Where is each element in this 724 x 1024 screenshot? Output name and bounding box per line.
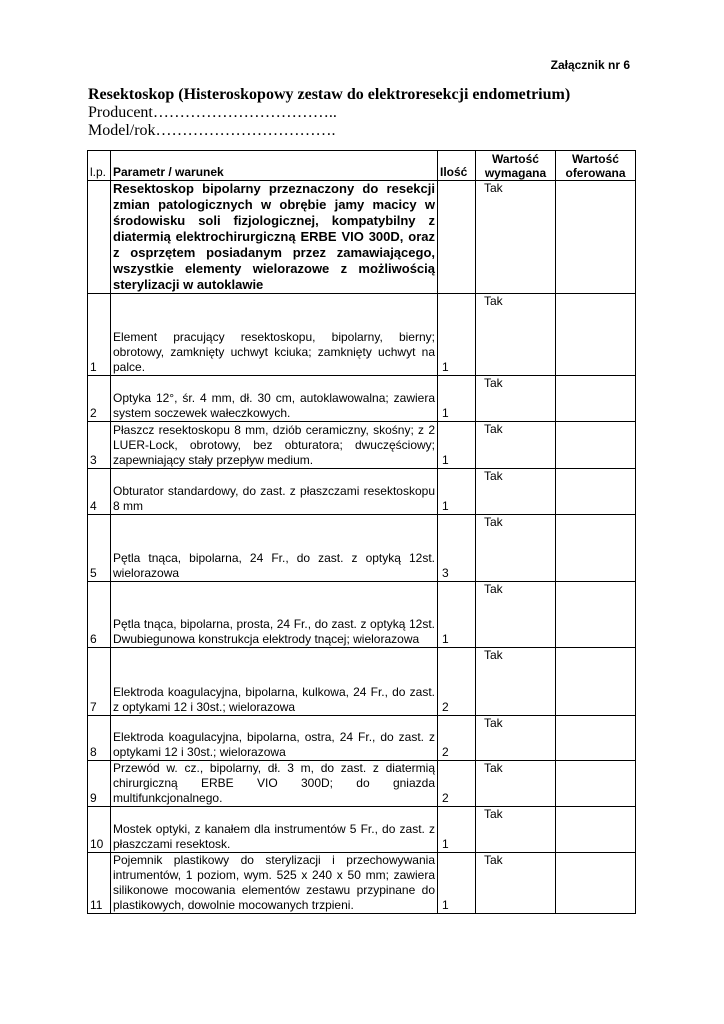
row-offered-value	[556, 648, 636, 716]
row-quantity: 3	[438, 515, 476, 582]
row-parameter: Przewód w. cz., bipolarny, dł. 3 m, do zast. z diatermią chirurgiczną ERBE VIO 300D; do gniazda multifunkcjonalnego.	[111, 761, 438, 807]
row-parameter: Element pracujący resektoskopu, bipolarny, bierny; obrotowy, zamknięty uchwyt kciuka; zamknięty uchwyt na palce.	[111, 294, 438, 376]
table-row	[88, 716, 636, 761]
row-lp: 8	[88, 716, 111, 761]
table-row	[88, 853, 636, 914]
document-title: Resektoskop (Histeroskopowy zestaw do elektroresekcji endometrium)	[88, 86, 571, 103]
section-offered	[556, 181, 636, 294]
table-row	[88, 422, 636, 469]
table-row	[88, 376, 636, 422]
row-offered-value	[556, 807, 636, 853]
row-required-value: Tak	[476, 716, 556, 761]
row-required-value: Tak	[476, 761, 556, 807]
row-parameter: Pętla tnąca, bipolarna, prosta, 24 Fr., do zast. z optyką 12st. Dwubiegunowa konstrukcja elektrody tnącej; wielorazowa	[111, 582, 438, 648]
row-offered-value	[556, 376, 636, 422]
row-quantity: 1	[438, 376, 476, 422]
row-parameter: Pojemnik plastikowy do sterylizacji i przechowywania intrumentów, 1 poziom, wym. 525 x 240 x 50 mm; zawiera silikonowe mocowania elementów zestawu przypinane do plastikowych, dowolnie mocowanych trzpieni.	[111, 853, 438, 914]
row-parameter: Optyka 12°, śr. 4 mm, dł. 30 cm, autoklawowalna; zawiera system soczewek wałeczkowych.	[111, 376, 438, 422]
row-offered-value	[556, 716, 636, 761]
header-offered: Wartość oferowana	[556, 151, 636, 181]
row-lp: 5	[88, 515, 111, 582]
row-lp: 3	[88, 422, 111, 469]
table-row	[88, 582, 636, 648]
row-parameter: Obturator standardowy, do zast. z płaszczami resektoskopu 8 mm	[111, 469, 438, 515]
row-quantity: 1	[438, 469, 476, 515]
row-parameter: Mostek optyki, z kanałem dla instrumentów 5 Fr., do zast. z płaszczami resektosk.	[111, 807, 438, 853]
row-quantity: 1	[438, 294, 476, 376]
row-required-value: Tak	[476, 469, 556, 515]
section-description: Resektoskop bipolarny przeznaczony do resekcji zmian patologicznych w obrębie jamy macicy w środowisku soli fizjologicznej, kompatybilny z diatermią elektrochirurgiczną ERBE VIO 300D, oraz z osprzętem posiadanym przez zamawiającego, wszystkie elementy wielorazowe z możliwością sterylizacji w autoklawie	[111, 181, 438, 294]
row-quantity: 2	[438, 648, 476, 716]
model-line: Model/rok…………………………….	[88, 122, 336, 139]
table-row	[88, 469, 636, 515]
row-lp: 1	[88, 294, 111, 376]
row-offered-value	[556, 469, 636, 515]
row-lp: 4	[88, 469, 111, 515]
table-row	[88, 761, 636, 807]
row-offered-value	[556, 853, 636, 914]
row-lp: 2	[88, 376, 111, 422]
row-parameter: Płaszcz resektoskopu 8 mm, dziób ceramiczny, skośny; z 2 LUER-Lock, obrotowy, bez obturatora; dwuczęściowy; zapewniający stały przepływ medium.	[111, 422, 438, 469]
row-lp: 10	[88, 807, 111, 853]
table-row	[88, 515, 636, 582]
row-quantity: 1	[438, 422, 476, 469]
row-offered-value	[556, 422, 636, 469]
row-offered-value	[556, 761, 636, 807]
row-lp: 6	[88, 582, 111, 648]
header-required: Wartość wymagana	[476, 151, 556, 181]
row-lp: 9	[88, 761, 111, 807]
row-offered-value	[556, 515, 636, 582]
row-quantity: 1	[438, 807, 476, 853]
section-lp	[88, 181, 111, 294]
header-qty: Ilość	[438, 151, 476, 181]
row-required-value: Tak	[476, 807, 556, 853]
row-required-value: Tak	[476, 422, 556, 469]
row-required-value: Tak	[476, 376, 556, 422]
row-quantity: 1	[438, 582, 476, 648]
row-required-value: Tak	[476, 515, 556, 582]
row-required-value: Tak	[476, 648, 556, 716]
table-header-row	[88, 151, 636, 181]
section-row	[88, 181, 636, 294]
row-parameter: Pętla tnąca, bipolarna, 24 Fr., do zast. z optyką 12st. wielorazowa	[111, 515, 438, 582]
document-header	[88, 86, 570, 140]
row-parameter: Elektroda koagulacyjna, bipolarna, kulkowa, 24 Fr., do zast. z optykami 12 i 30st.; wielorazowa	[111, 648, 438, 716]
section-qty	[438, 181, 476, 294]
row-offered-value	[556, 582, 636, 648]
row-lp: 11	[88, 853, 111, 914]
producer-line: Producent……………………………..	[88, 104, 337, 121]
row-offered-value	[556, 294, 636, 376]
specification-table	[87, 150, 636, 914]
row-required-value: Tak	[476, 294, 556, 376]
header-param: Parametr / warunek	[111, 151, 438, 181]
row-quantity: 2	[438, 716, 476, 761]
row-lp: 7	[88, 648, 111, 716]
annex-label: Załącznik nr 6	[550, 58, 630, 72]
section-required: Tak	[476, 181, 556, 294]
header-lp: l.p.	[88, 151, 111, 181]
row-required-value: Tak	[476, 582, 556, 648]
table-row	[88, 648, 636, 716]
row-required-value: Tak	[476, 853, 556, 914]
row-quantity: 2	[438, 761, 476, 807]
table-row	[88, 294, 636, 376]
row-parameter: Elektroda koagulacyjna, bipolarna, ostra, 24 Fr., do zast. z optykami 12 i 30st.; wielorazowa	[111, 716, 438, 761]
row-quantity: 1	[438, 853, 476, 914]
table-row	[88, 807, 636, 853]
